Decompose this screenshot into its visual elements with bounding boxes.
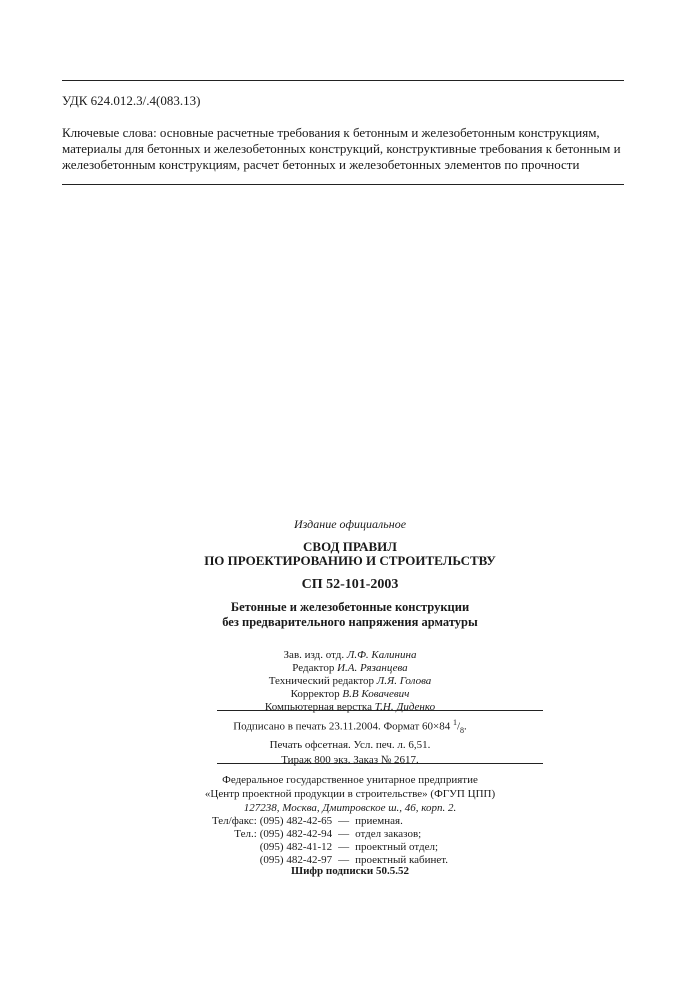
- document-code: СП 52-101-2003: [301, 577, 399, 592]
- phone-number: (095) 482-42-65: [259, 815, 333, 827]
- document-subtitle: [0, 600, 700, 630]
- subscription-cipher: Шифр подписки 50.5.52: [291, 865, 409, 877]
- phone-number: (095) 482-42-94: [259, 828, 333, 840]
- phone-number: (095) 482-42-97: [259, 854, 333, 866]
- keywords-paragraph: Ключевые слова: основные расчетные требования к бетонным и железобетонным конструкциям, материалы для бетонных и железобетонных конструкций, конструктивные требования к бетонным и железобетонным конструкциям, расчет бетонных и железобетонных элементов по прочности: [62, 125, 621, 172]
- credit-name: Л.Я. Голова: [376, 675, 432, 687]
- credit-row: [0, 675, 700, 688]
- phone-number: (095) 482-41-12: [259, 841, 333, 853]
- phone-row: [212, 828, 448, 841]
- credit-row: [0, 649, 700, 662]
- phone-desc: проектный отдел;: [355, 841, 439, 853]
- title-line-2: ПО ПРОЕКТИРОВАНИЮ И СТРОИТЕЛЬСТВУ: [204, 553, 496, 568]
- phone-dash: —: [338, 828, 350, 840]
- phone-desc: отдел заказов;: [355, 828, 422, 840]
- print-signed-line: Подписано в печать 23.11.2004. Формат 60×84 $^1/_8$.: [233, 718, 467, 735]
- credit-role: Технический редактор: [268, 675, 375, 687]
- org-line-2: «Центр проектной продукции в строительстве» (ФГУП ЦПП): [204, 788, 496, 800]
- phone-label: Тел/факс:: [212, 815, 257, 827]
- phone-dash: —: [338, 841, 350, 853]
- edition-label: Издание официальное: [293, 517, 407, 531]
- credit-role: Зав. изд. отд.: [283, 649, 345, 661]
- credit-name: И.А. Рязанцева: [337, 662, 408, 674]
- credit-row: [0, 688, 700, 701]
- credit-name: Л.Ф. Калинина: [346, 649, 417, 661]
- format-denominator: 8: [460, 725, 465, 735]
- print-rule-bottom: [217, 763, 543, 764]
- format-numerator: 1: [452, 718, 457, 727]
- print-signed: Подписано в печать 23.11.2004. Формат 60×84: [233, 720, 451, 733]
- print-rule-top: [217, 710, 543, 711]
- document-type-title: [0, 540, 700, 568]
- org-line-1: Федеральное государственное унитарное предприятие: [222, 774, 478, 786]
- credit-name: Т.Н. Диденко: [374, 701, 436, 713]
- title-line-1: СВОД ПРАВИЛ: [303, 539, 397, 554]
- subtitle-line-2: без предварительного напряжения арматуры: [222, 615, 478, 629]
- keywords-rule: [62, 184, 624, 185]
- subtitle-line-1: Бетонные и железобетонные конструкции: [230, 600, 470, 614]
- phone-row: [212, 841, 448, 854]
- print-details: [0, 715, 700, 768]
- phone-dash: —: [338, 815, 350, 827]
- credit-row: [0, 662, 700, 675]
- top-rule: [62, 80, 624, 81]
- print-run: Тираж 800 экз. Заказ № 2617.: [281, 753, 419, 766]
- udk-code: УДК 624.012.3/.4(083.13): [62, 93, 201, 108]
- credits-list: [0, 649, 700, 714]
- phone-list: [212, 815, 448, 867]
- phone-row: [212, 815, 448, 828]
- credit-role: Компьютерная верстка: [264, 701, 372, 713]
- credit-row: [0, 701, 700, 714]
- phone-label: [212, 841, 260, 854]
- org-address: 127238, Москва, Дмитровское ш., 46, корп. 2.: [243, 802, 457, 814]
- phone-dash: —: [338, 854, 350, 866]
- phone-label: Тел.:: [234, 828, 257, 840]
- credit-name: В.В Ковачевич: [342, 688, 410, 700]
- publisher-info: [0, 773, 700, 815]
- phone-desc: приемная.: [355, 815, 403, 827]
- phone-desc: проектный кабинет.: [355, 854, 449, 866]
- credit-role: Корректор: [290, 688, 340, 700]
- credit-role: Редактор: [292, 662, 335, 674]
- print-offset: Печать офсетная. Усл. печ. л. 6,51.: [269, 738, 431, 751]
